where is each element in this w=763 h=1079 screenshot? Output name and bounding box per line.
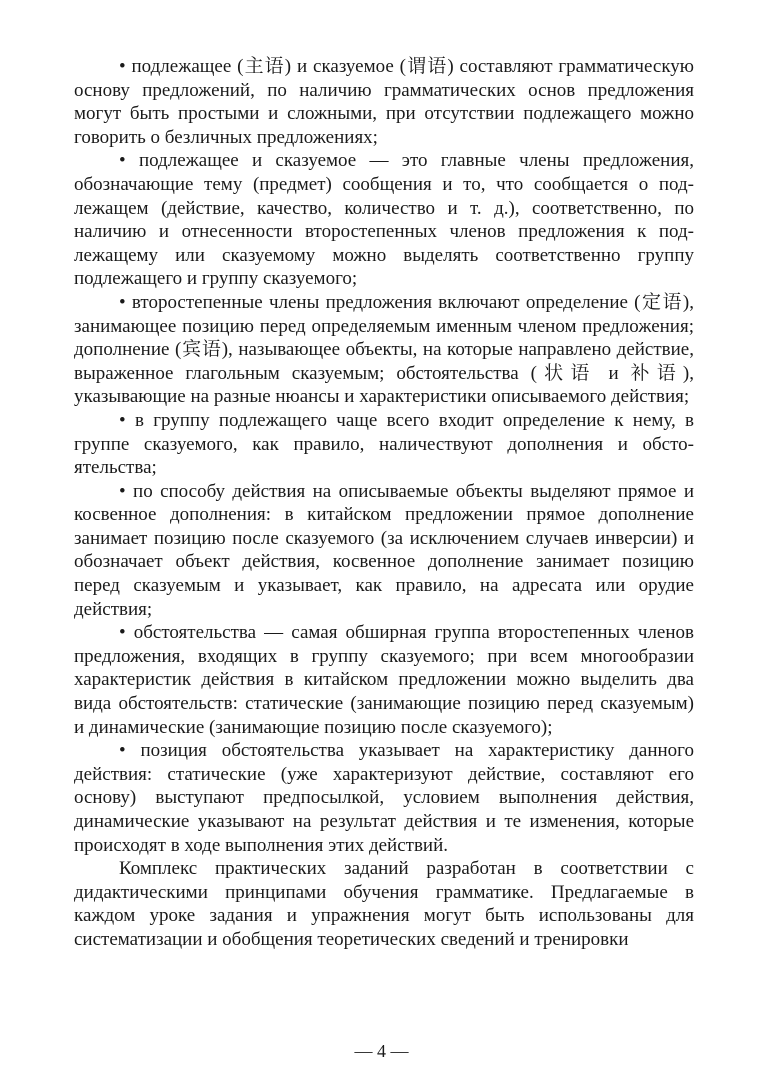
page-number: — 4 — — [354, 1041, 409, 1061]
bullet-paragraph-7: • позиция обстоятельства указывает на характеристику данного действия: статические (уже характеризуют действие, составляют его основу) выступают предпосылкой, условием выполнения действия, динамические указывают на результат действия и те изменения, которые происходят в ходе выполнения этих действий. — [74, 739, 694, 857]
body-text — [74, 55, 694, 952]
bullet-paragraph-5: • по способу действия на описываемые объекты выделяют прямое и косвенное дополнения: в китайском предложении прямое дополнение занимает позицию после сказуемого (за исключением случаев инверсии) и обозначает объект действия, косвенное дополнение занимает позицию перед сказуемым и указывает, как правило, на адресата или орудие действия; — [74, 480, 694, 622]
closing-paragraph: Комплекс практических заданий разработан в соответствии с дидактическими принципами обучения грамматике. Предлагаемые в каждом уроке задания и упражнения могут быть использованы для систематизации и обобщения теоретических сведений и тренировки — [74, 858, 694, 950]
bullet-paragraph-4: • в группу подлежащего чаще всего входит определение к нему, в группе сказуемого, как правило, наличествуют дополнения и обстоятельства; — [74, 409, 694, 480]
bullet-paragraph-6: • обстоятельства — самая обширная группа второстепенных членов предложения, входящих в группу сказуемого; при всем многообразии характеристик действия в китайском предложении можно выделить два вида обстоятельств: статические (занимающие позицию перед сказуемым) и динамические (занимающие позицию после сказуемого); — [74, 621, 694, 739]
bullet-paragraph-3: • второстепенные члены предложения включают определение (定语), занимающее позицию перед определяемым именным членом предложения; дополнение (宾语), называющее объекты, на которые направлено действие, выраженное глагольным сказуемым; обстоятельства (状语 и 补语), указывающие на разные нюансы и характеристики описываемого действия; — [74, 291, 694, 409]
bullet-paragraph-2: • подлежащее и сказуемое — это главные члены предложения, обозначающие тему (предмет) сообщения и то, что сообщается о подлежащем (действие, качество, количество и т. д.), соответственно, по наличию и отнесенности второстепенных членов предложения к подлежащему или сказуемому можно выделять соответственно группу подлежащего и группу сказуемого; — [74, 149, 694, 291]
bullet-paragraph-1: • подлежащее (主语) и сказуемое (谓语) составляют грамматическую основу предложений, по наличию грамматических основ предложения могут быть простыми и сложными, при отсутствии подлежащего можно говорить о безличных предложениях; — [74, 55, 694, 149]
